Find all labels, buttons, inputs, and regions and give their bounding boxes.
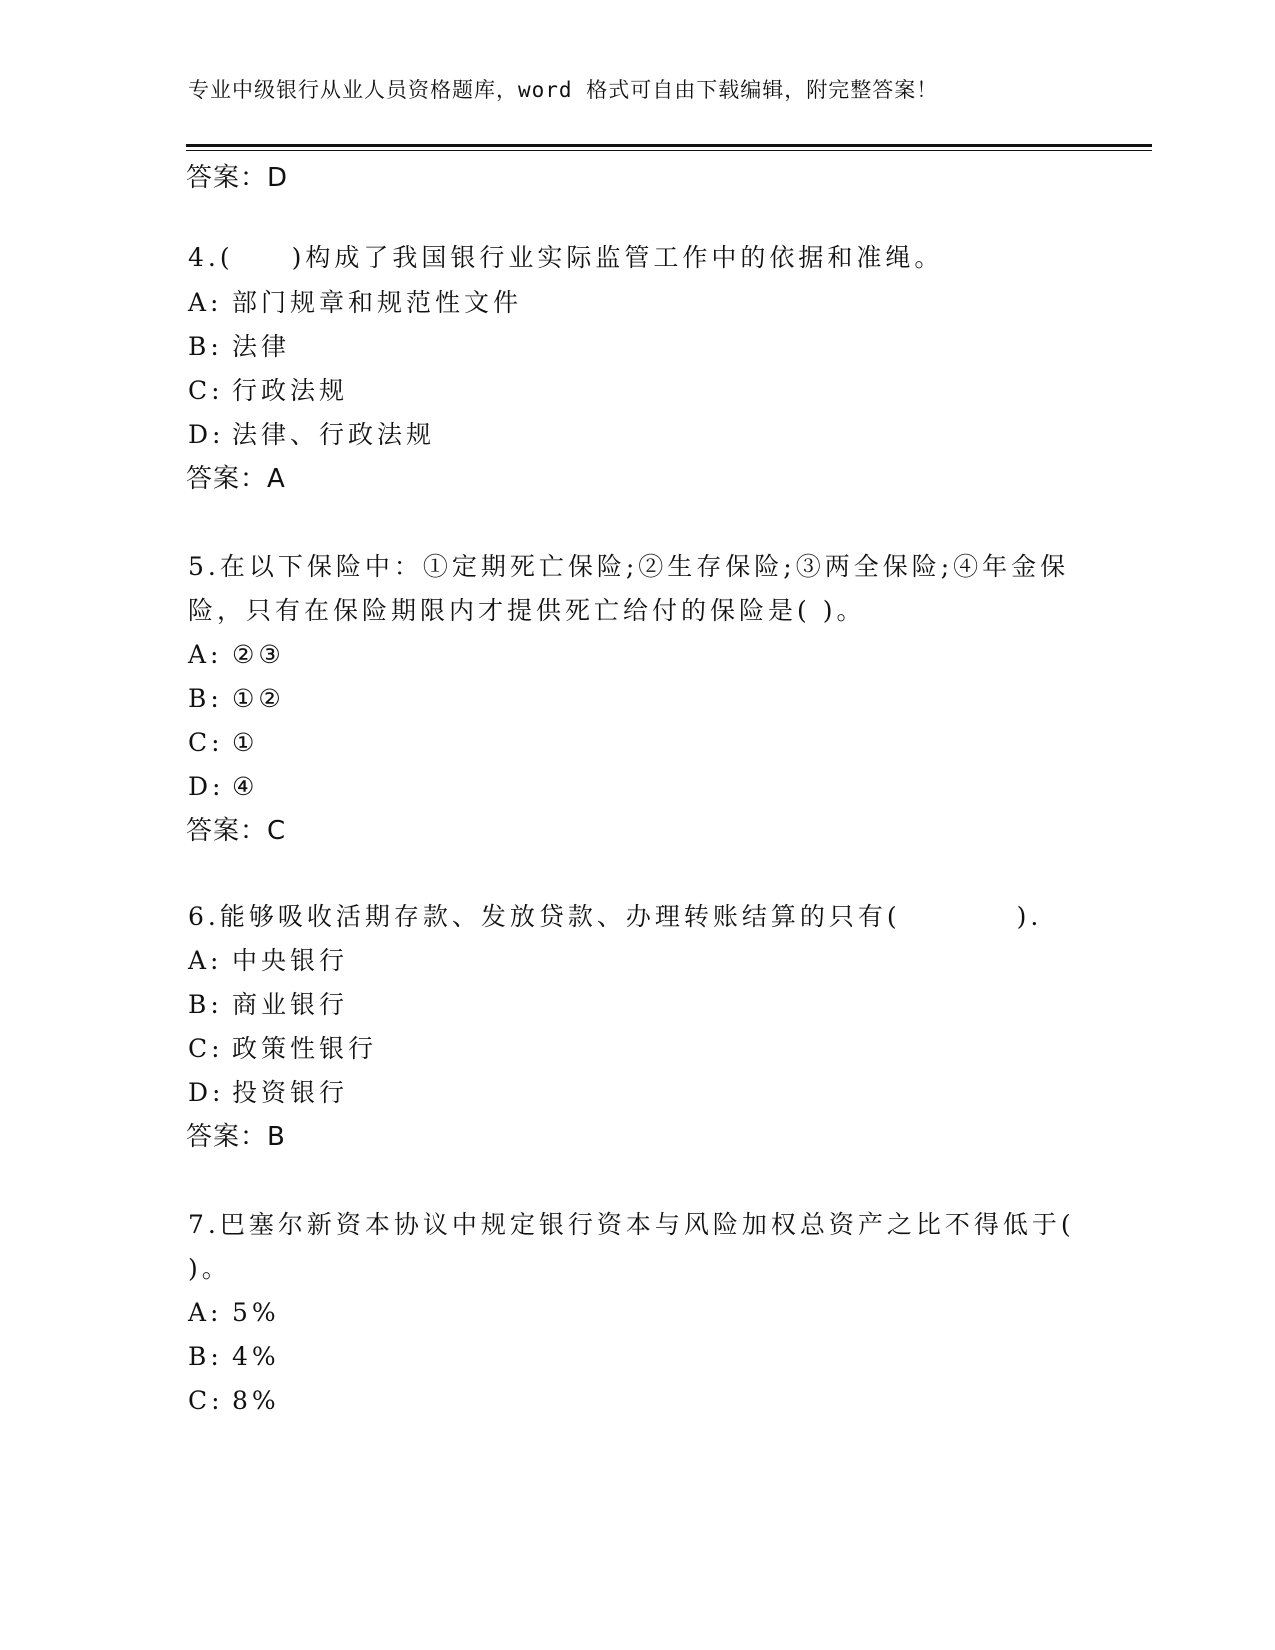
option-c xyxy=(188,727,258,759)
option-label: C: xyxy=(188,728,224,757)
option-text: ②③ xyxy=(232,640,285,669)
option-a xyxy=(188,287,522,319)
option-label: B: xyxy=(188,990,223,1019)
option-c xyxy=(188,1385,280,1417)
option-label: B: xyxy=(188,332,223,361)
header-rule-thin xyxy=(186,150,1152,151)
option-label: D: xyxy=(188,772,225,801)
option-d xyxy=(188,1077,348,1109)
option-label: A: xyxy=(188,946,223,975)
option-label: A: xyxy=(188,288,223,317)
page-header: 专业中级银行从业人员资格题库，word 格式可自由下载编辑，附完整答案！ xyxy=(188,78,939,102)
question-stem: 4.( )构成了我国银行业实际监管工作中的依据和准绳。 xyxy=(188,243,944,272)
answer-line: 答案：A xyxy=(186,464,286,494)
answer-line: 答案：B xyxy=(186,1122,286,1152)
option-label: B: xyxy=(188,684,223,713)
option-text: 商业银行 xyxy=(232,990,349,1019)
option-text: 4% xyxy=(232,1342,280,1371)
option-text: ①② xyxy=(232,684,285,713)
option-text: 政策性银行 xyxy=(232,1034,378,1063)
option-c xyxy=(188,375,348,407)
option-label: D: xyxy=(188,1078,225,1107)
option-text: 行政法规 xyxy=(232,376,349,405)
option-text: ① xyxy=(232,728,259,757)
option-text: 法律、行政法规 xyxy=(232,420,436,449)
option-label: C: xyxy=(188,1386,224,1415)
answer-line: 答案：C xyxy=(186,816,287,846)
option-a xyxy=(188,639,285,671)
option-label: C: xyxy=(188,1034,224,1063)
answer-line: 答案：D xyxy=(186,163,289,193)
option-d xyxy=(188,771,258,803)
option-label: C: xyxy=(188,376,224,405)
option-text: 投资银行 xyxy=(232,1078,349,1107)
option-text: ④ xyxy=(232,772,259,801)
option-b xyxy=(188,331,290,363)
option-text: 8% xyxy=(232,1386,280,1415)
option-a xyxy=(188,1297,280,1329)
option-text: 5% xyxy=(232,1298,280,1327)
option-d xyxy=(188,419,435,451)
option-b xyxy=(188,683,285,715)
option-label: D: xyxy=(188,420,225,449)
question-stem-continued: 险，只有在保险期限内才提供死亡给付的保险是( )。 xyxy=(188,596,866,625)
option-a xyxy=(188,945,348,977)
option-text: 部门规章和规范性文件 xyxy=(232,288,523,317)
option-label: B: xyxy=(188,1342,223,1371)
header-rule-thick xyxy=(186,144,1152,147)
question-stem: 7.巴塞尔新资本协议中规定银行资本与风险加权总资产之比不得低于( xyxy=(188,1210,1075,1239)
option-label: A: xyxy=(188,1298,223,1327)
option-text: 中央银行 xyxy=(232,946,349,975)
option-b xyxy=(188,989,348,1021)
option-c xyxy=(188,1033,377,1065)
option-b xyxy=(188,1341,280,1373)
option-label: A: xyxy=(188,640,223,669)
question-stem-continued: )。 xyxy=(188,1254,231,1283)
question-stem: 6.能够吸收活期存款、发放贷款、办理转账结算的只有( ). xyxy=(188,902,1043,931)
question-stem: 5.在以下保险中：①定期死亡保险;②生存保险;③两全保险;④年金保 xyxy=(188,552,1070,581)
option-text: 法律 xyxy=(232,332,291,361)
